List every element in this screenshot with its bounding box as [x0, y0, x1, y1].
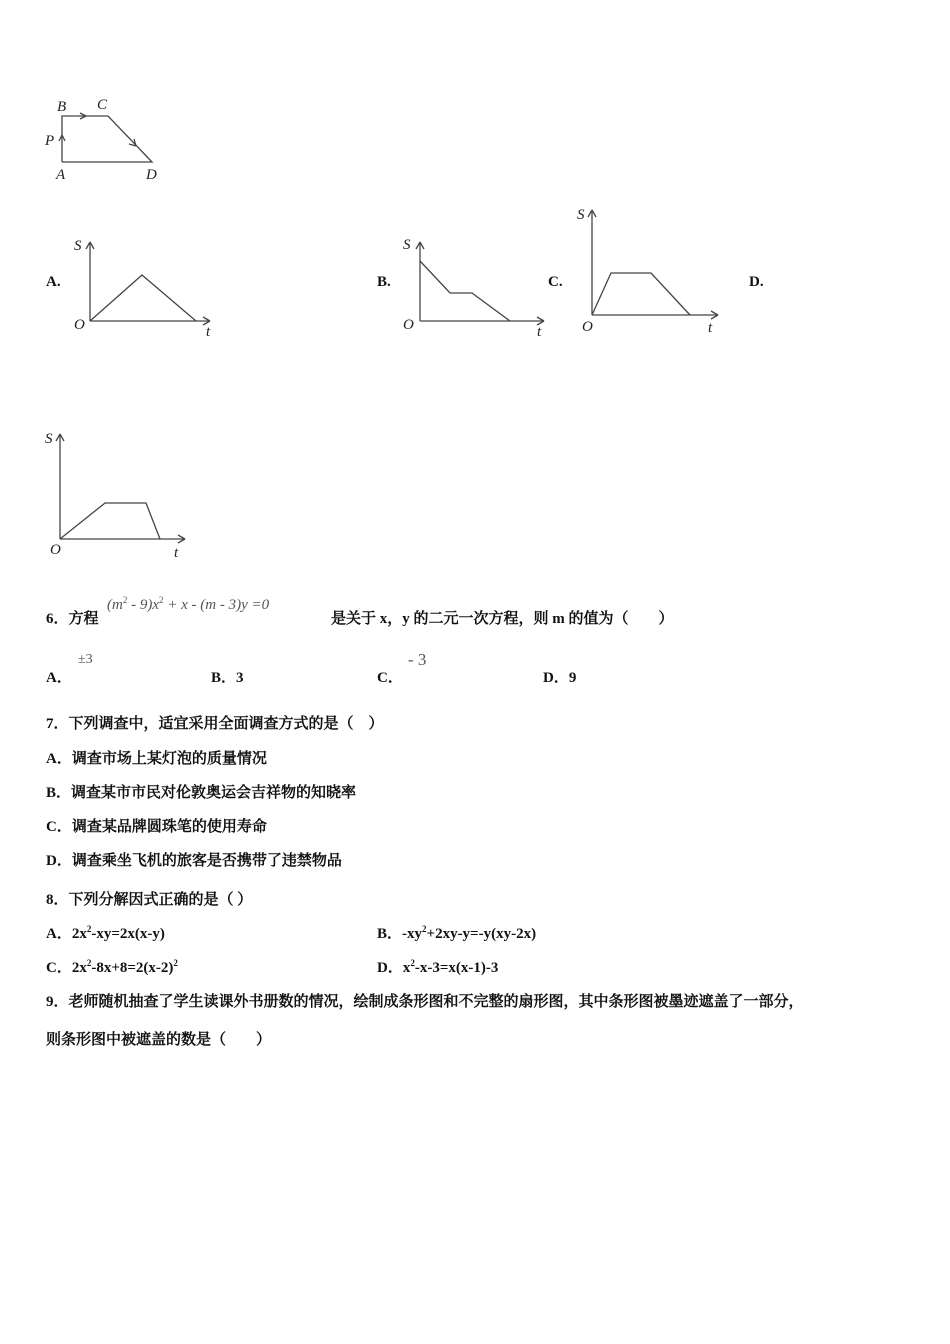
q6-option-a-label: A． — [46, 670, 72, 686]
q8-option-b: B．$-xy^2+2xy-y=-y(xy-2x)$ — [377, 924, 537, 942]
q6-option-d: D．9 — [543, 670, 577, 686]
graph-d-s-label: S — [45, 431, 53, 447]
question-6 — [46, 607, 99, 628]
q7-option-c: C．调查某品牌圆珠笔的使用寿命 — [46, 819, 267, 835]
question-7: 7．下列调查中，适宜采用全面调查方式的是（ ） — [46, 716, 384, 732]
graph-b-curve — [420, 261, 510, 321]
q8-option-c: C．$2x^2-8x+8=2(x-2)^2$ — [46, 958, 178, 976]
label-c: C — [97, 97, 108, 113]
q6-option-b: B．3 — [211, 670, 244, 686]
q8-option-a: A．$2x^2-xy=2x(x-y)$ — [46, 924, 165, 942]
q6-option-a-value: ±3 — [78, 652, 93, 667]
graph-option-c-label: C. — [548, 274, 563, 290]
graph-a — [70, 236, 220, 342]
figure-outline — [62, 116, 152, 162]
graph-option-b-label: B. — [377, 274, 391, 290]
graph-b-s-label: S — [403, 237, 411, 253]
graph-option-a-label: A. — [46, 274, 61, 290]
graph-d-curve — [60, 503, 160, 539]
graph-d-t-label: t — [174, 545, 179, 561]
graph-c-t-label: t — [708, 320, 713, 336]
q6-option-c-label: C． — [377, 670, 403, 686]
graph-c-o-label: O — [582, 319, 593, 335]
graph-d-o-label: O — [50, 542, 61, 558]
question-9-line2: 则条形图中被遮盖的数是（ ） — [46, 1032, 272, 1048]
graph-b-o-label: O — [403, 317, 414, 333]
graph-b — [400, 236, 550, 342]
question-8: 8．下列分解因式正确的是（ ） — [46, 892, 253, 908]
graph-b-t-label: t — [537, 324, 542, 340]
label-a: A — [56, 167, 66, 183]
q6-prefix: 方程 — [68, 611, 99, 627]
graph-a-o-label: O — [74, 317, 85, 333]
q6-suffix: 是关于 x，y 的二元一次方程，则 m 的值为（ ） — [331, 611, 674, 627]
q7-option-d: D．调查乘坐飞机的旅客是否携带了违禁物品 — [46, 853, 342, 869]
graph-a-s-label: S — [74, 238, 82, 254]
graph-c — [572, 204, 732, 340]
q7-option-b: B．调查某市市民对伦敦奥运会吉祥物的知晓率 — [46, 785, 357, 801]
graph-a-t-label: t — [206, 324, 211, 340]
label-p: P — [45, 133, 55, 149]
graph-a-curve — [90, 275, 196, 321]
graph-c-curve — [592, 273, 690, 315]
quadrilateral-figure — [40, 95, 170, 190]
graph-d — [40, 426, 200, 562]
question-9: 9．老师随机抽查了学生读课外书册数的情况，绘制成条形图和不完整的扇形图，其中条形图被墨迹遮盖了一部分， — [46, 994, 804, 1010]
q6-number: 6． — [46, 611, 69, 627]
q8-option-d: D．$x^2-x-3=x(x-1)-3$ — [377, 958, 499, 976]
q6-equation: $(m^2 - 9)x^2 + x - (m - 3)y =0$ — [107, 595, 270, 613]
q7-option-a: A．调查市场上某灯泡的质量情况 — [46, 751, 267, 767]
q6-option-c-value: - 3 — [408, 650, 427, 669]
label-d: D — [146, 167, 157, 183]
graph-option-d-label: D. — [749, 274, 764, 290]
label-b: B — [57, 99, 67, 115]
graph-c-s-label: S — [577, 207, 585, 223]
